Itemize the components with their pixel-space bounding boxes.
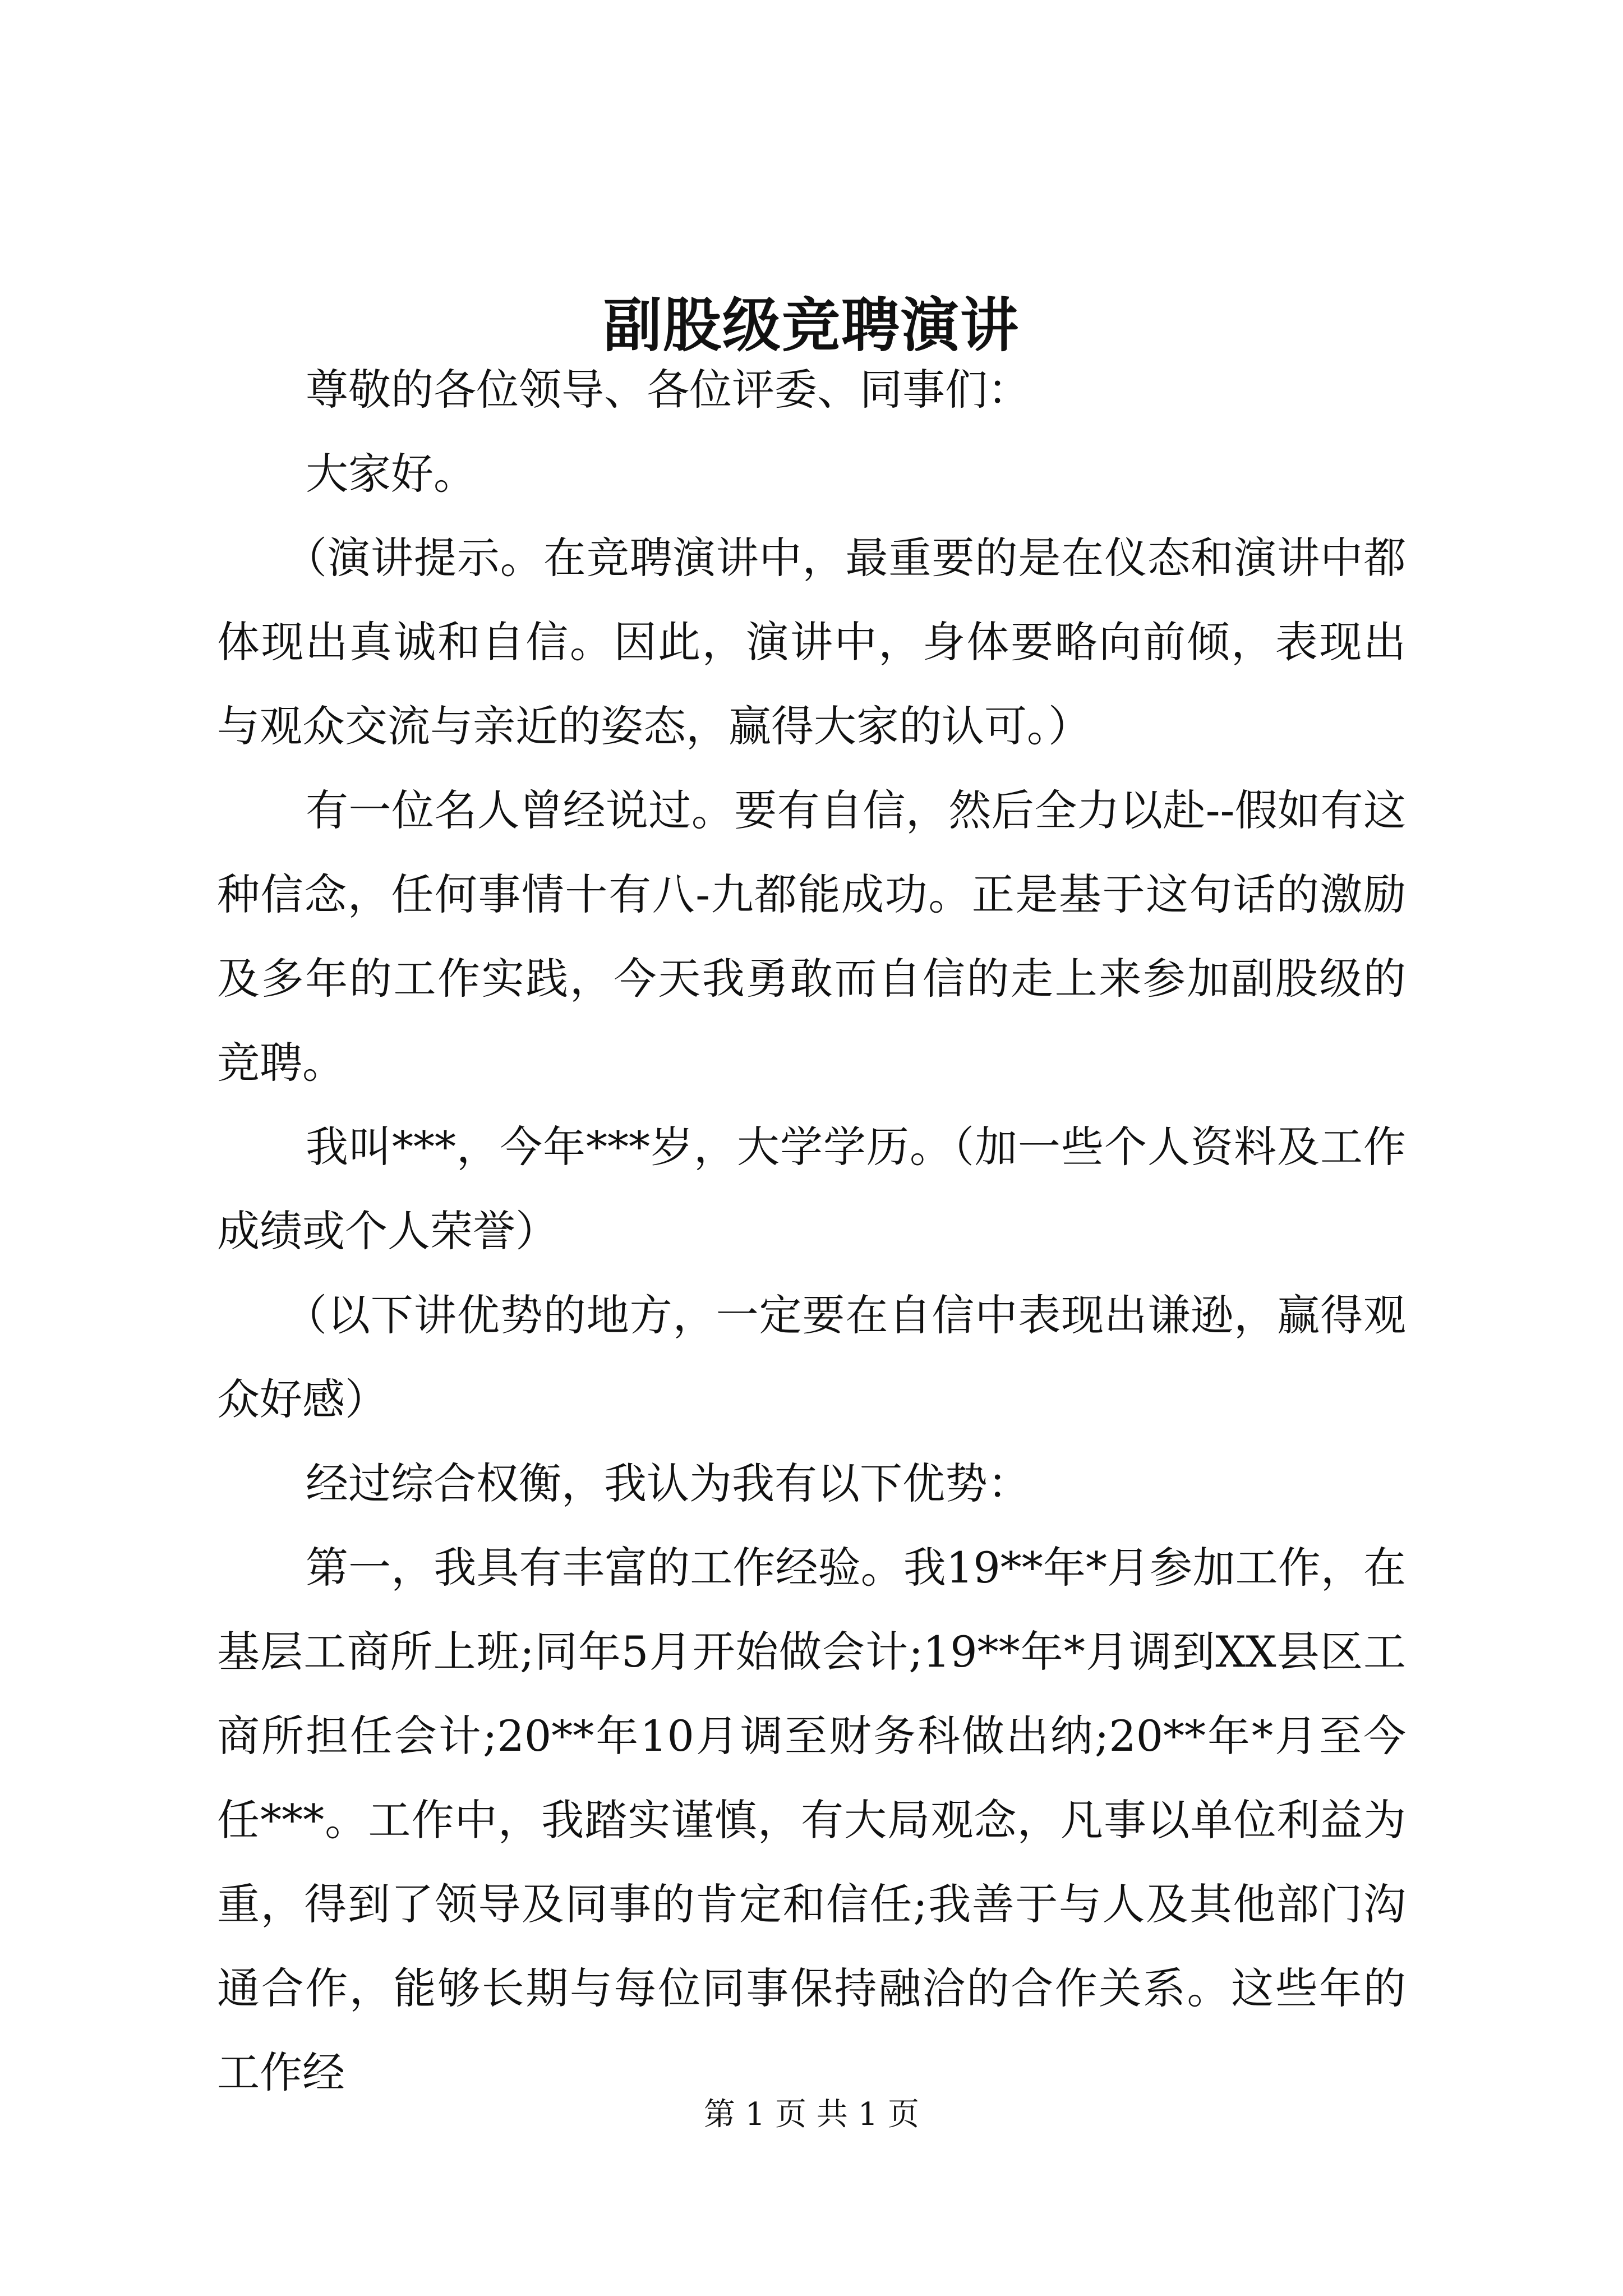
experience-paragraph: 第一，我具有丰富的工作经验。我19**年*月参加工作，在基层工商所上班;同年5月开始做会计;19**年*月调到XX县区工商所担任会计;20**年10月调至财务科做出纳;20**年*月至今任***。工作中，我踏实谨慎，有大局观念，凡事以单位利益为重，得到了领导及同事的肯定和信任;我善于与人及其他部门沟通合作，能够长期与每位同事保持融洽的合作关系。这些年的工作经 — [217, 1543, 1406, 2097]
advantage-tip-paragraph: （以下讲优势的地方，一定要在自信中表现出谦逊，赢得观众好感） — [217, 1290, 1406, 1424]
document-title: 副股级竞聘演讲 — [603, 291, 1020, 360]
document-body — [217, 348, 1406, 2115]
page-footer: 第 1 页 共 1 页 — [703, 2096, 920, 2133]
greeting-paragraph: 大家好。 — [306, 449, 476, 499]
self-intro-paragraph: 我叫***，今年***岁，大学学历。（加一些个人资料及工作成绩或个人荣誉） — [217, 1122, 1406, 1256]
quote-paragraph: 有一位名人曾经说过。要有自信，然后全力以赴--假如有这种信念，任何事情十有八-九都能成功。正是基于这句话的激励及多年的工作实践，今天我勇敢而自信的走上来参加副股级的竞聘。 — [217, 785, 1406, 1088]
salutation-paragraph: 尊敬的各位领导、各位评委、同事们： — [306, 365, 1030, 415]
speech-tip-paragraph: （演讲提示。在竞聘演讲中，最重要的是在仪态和演讲中都体现出真诚和自信。因此，演讲中，身体要略向前倾，表现出与观众交流与亲近的姿态，赢得大家的认可。） — [217, 533, 1406, 751]
advantages-intro-paragraph: 经过综合权衡，我认为我有以下优势： — [306, 1458, 1030, 1508]
